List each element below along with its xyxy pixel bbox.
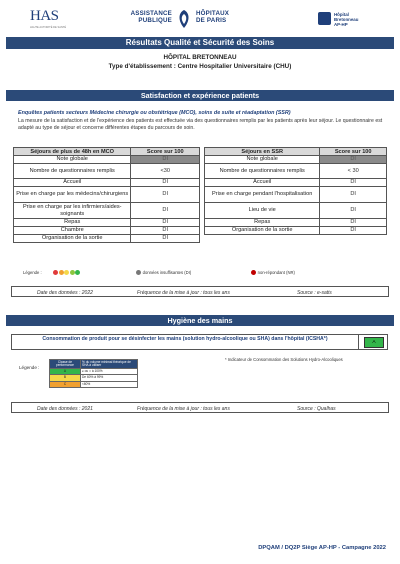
mco-score-header: Score sur 100 bbox=[131, 148, 200, 156]
row-score: DI bbox=[131, 219, 200, 227]
aphp-emblem-icon bbox=[174, 9, 194, 29]
table-row bbox=[205, 156, 387, 164]
hygiene-indicator-label: Consommation de produit pour se désinfecter les mains (solution hydro-alcoolique ou SHA) dans l'hôpital (ICSHA*) bbox=[12, 335, 359, 350]
table-row bbox=[14, 203, 200, 219]
row-score: DI bbox=[131, 179, 200, 187]
ssr-score-header: Score sur 100 bbox=[320, 148, 387, 156]
row-score: DI bbox=[320, 219, 387, 227]
hopital-bretonneau-logo bbox=[318, 12, 378, 34]
footer-campaign: DPQAM / DQ2P Siège AP-HP - Campagne 2022 bbox=[258, 545, 386, 551]
aphp-logo-right: HÔPITAUX DE PARIS bbox=[196, 10, 230, 24]
legend-class-cell: B bbox=[50, 375, 81, 381]
legend-range-cell: ≥ ou = à 100% bbox=[81, 369, 138, 375]
table-row bbox=[14, 187, 200, 203]
row-label: Repas bbox=[14, 219, 131, 227]
satisfaction-legend bbox=[23, 269, 383, 277]
satisfaction-subtitle: Enquêtes patients secteurs Médecine chirurgie ou obstétrique (MCO), soins de suite et réadaptation (SSR) bbox=[18, 110, 291, 116]
row-label: Prise en charge par les médecins/chirurgiens bbox=[14, 187, 131, 203]
row-score: <30 bbox=[131, 164, 200, 179]
hygiene-indicator-table bbox=[11, 334, 388, 350]
row-label: Organisation de la sortie bbox=[205, 227, 320, 235]
section-title-satisfaction: Satisfaction et expérience patients bbox=[6, 90, 394, 101]
hospital-emblem-icon bbox=[318, 12, 331, 25]
satisfaction-info-bar bbox=[11, 286, 389, 297]
row-score: DI bbox=[131, 187, 200, 203]
row-score: DI bbox=[131, 235, 200, 243]
page-title: Résultats Qualité et Sécurité des Soins bbox=[6, 37, 394, 49]
row-label: Prise en charge pendant l'hospitalisation bbox=[205, 187, 320, 203]
satisfaction-description: La mesure de la satisfaction et de l'expérience des patients est effectuée via des questionnaires remplis par les patients après leur séjour. Le questionnaire est adapté au type de séjour et concerne différentes étapes du parcours de soin. bbox=[18, 118, 383, 131]
data-source: Source : e-satis bbox=[297, 289, 332, 296]
row-score: DI bbox=[320, 203, 387, 219]
aphp-logo-left: ASSISTANCE PUBLIQUE bbox=[130, 10, 172, 24]
hospital-logo-text: Hôpital Bretonneau AP-HP bbox=[334, 12, 359, 27]
table-row bbox=[205, 203, 387, 219]
row-label: Note globale bbox=[205, 156, 320, 164]
has-logo-subtitle: HAUTE AUTORITÉ DE SANTÉ bbox=[30, 26, 67, 29]
row-score: DI bbox=[320, 187, 387, 203]
hospital-name: HÔPITAL BRETONNEAU bbox=[163, 54, 237, 61]
hygiene-info-bar bbox=[11, 402, 389, 413]
ssr-table bbox=[204, 147, 387, 235]
has-logo bbox=[30, 8, 70, 34]
row-label: Accueil bbox=[14, 179, 131, 187]
legend-dot-2 bbox=[59, 270, 64, 275]
row-score: < 30 bbox=[320, 164, 387, 179]
legend-insufficient-text: données insuffisantes (DI) bbox=[142, 270, 192, 275]
row-label: Nombre de questionnaires remplis bbox=[205, 164, 320, 179]
row-score: DI bbox=[131, 227, 200, 235]
table-row bbox=[205, 219, 387, 227]
legend-dot-4 bbox=[70, 270, 75, 275]
legend-row bbox=[50, 381, 138, 387]
legend-range-cell: <60% bbox=[81, 381, 138, 387]
row-label: Nombre de questionnaires remplis bbox=[14, 164, 131, 179]
legend-non-respondent bbox=[251, 270, 295, 275]
hygiene-grade-badge: A bbox=[364, 337, 384, 348]
legend-non-respondent-text: non-répondant (NR) bbox=[257, 270, 295, 275]
legend-insufficient bbox=[136, 270, 191, 275]
row-label: Chambre bbox=[14, 227, 131, 235]
table-row bbox=[205, 227, 387, 235]
legend-color-scale bbox=[53, 270, 81, 275]
row-score: DI bbox=[320, 179, 387, 187]
aphp-logo bbox=[112, 10, 262, 34]
legend-dot-5 bbox=[75, 270, 80, 275]
table-row bbox=[14, 179, 200, 187]
legend-dot-1 bbox=[53, 270, 58, 275]
hygiene-legend-label: Légende : bbox=[19, 365, 40, 370]
table-row bbox=[14, 235, 200, 243]
update-frequency: Fréquence de la mise à jour : tous les ans bbox=[137, 289, 230, 296]
has-logo-text: HAS bbox=[30, 8, 59, 24]
table-row bbox=[14, 219, 200, 227]
icsha-footnote: * Indicateur de Consommation des Solutions Hydro-Alcooliques bbox=[225, 357, 343, 362]
row-label: Prise en charge par les infirmiers/aides-soignants bbox=[14, 203, 131, 219]
data-source: Source : Qualhas bbox=[297, 405, 336, 412]
legend-dot-3 bbox=[64, 270, 69, 275]
legend-label: Légende : bbox=[23, 270, 42, 275]
legend-class-header: Classe de performance bbox=[50, 360, 81, 369]
row-label: Note globale bbox=[14, 156, 131, 164]
data-date: Date des données : 2022 bbox=[37, 289, 93, 296]
legend-header-row bbox=[50, 360, 138, 369]
legend-range-cell: De 60% à 99% bbox=[81, 375, 138, 381]
mco-table bbox=[13, 147, 200, 243]
hygiene-legend-table bbox=[49, 359, 138, 388]
table-row bbox=[14, 156, 200, 164]
row-score: DI bbox=[320, 227, 387, 235]
update-frequency: Fréquence de la mise à jour : tous les ans bbox=[137, 405, 230, 412]
row-label: Lieu de vie bbox=[205, 203, 320, 219]
legend-insufficient-dot bbox=[136, 270, 141, 275]
table-row bbox=[205, 187, 387, 203]
legend-class-cell: C bbox=[50, 381, 81, 387]
data-date: Date des données : 2021 bbox=[37, 405, 93, 412]
table-row bbox=[14, 164, 200, 179]
legend-range-header: % du volume minimal théorique de SHA à utiliser bbox=[81, 360, 138, 369]
legend-non-respondent-dot bbox=[251, 270, 256, 275]
row-label: Repas bbox=[205, 219, 320, 227]
row-label: Organisation de la sortie bbox=[14, 235, 131, 243]
row-score: DI bbox=[131, 203, 200, 219]
header bbox=[0, 8, 400, 34]
table-row bbox=[205, 164, 387, 179]
ssr-table-header: Séjours en SSR bbox=[205, 148, 320, 156]
table-row bbox=[205, 179, 387, 187]
table-row bbox=[14, 227, 200, 235]
section-title-hygiene: Hygiène des mains bbox=[6, 315, 394, 326]
row-label: Accueil bbox=[205, 179, 320, 187]
legend-class-cell: A bbox=[50, 369, 81, 375]
establishment-type: Type d'établissement : Centre Hospitalier Universitaire (CHU) bbox=[108, 63, 292, 70]
row-score: DI bbox=[131, 156, 200, 164]
row-score: DI bbox=[320, 156, 387, 164]
mco-table-header: Séjours de plus de 48h en MCO bbox=[14, 148, 131, 156]
